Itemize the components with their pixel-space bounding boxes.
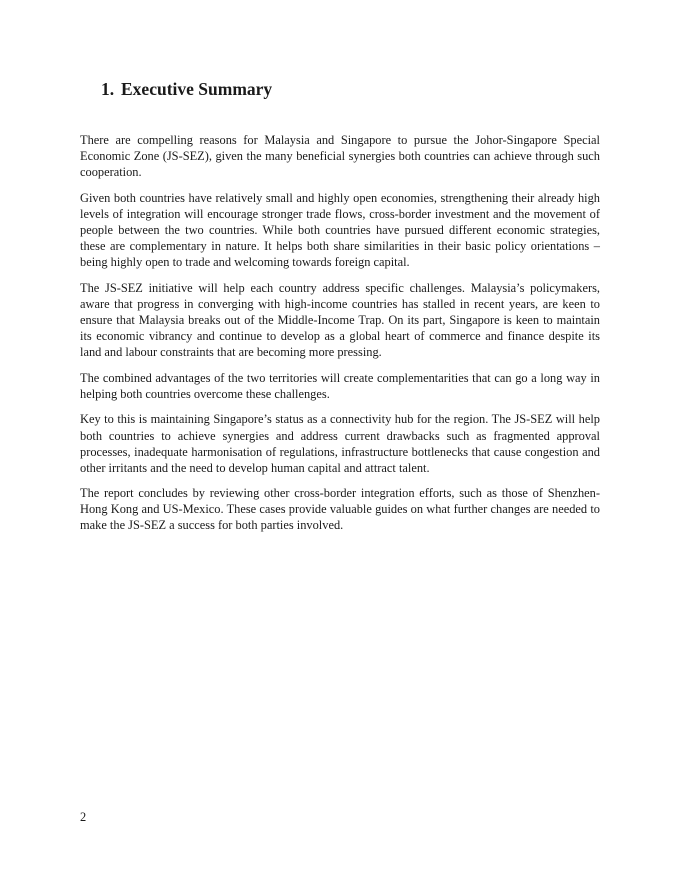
paragraph: Key to this is maintaining Singapore’s status as a connectivity hub for the region. The JS-SEZ will help both countries to achieve synergies and address current drawbacks such as fragmented approval processes, inadequate harmonisation of regulations, infrastructure bottlenecks that cause congestion and other irritants and the need to develop human capital and attract talent. — [80, 412, 600, 475]
paragraph: The combined advantages of the two territories will create complementarities that can go a long way in helping both countries overcome these challenges. — [80, 370, 600, 401]
page-number: 2 — [80, 810, 87, 824]
paragraph: There are compelling reasons for Malaysia and Singapore to pursue the Johor-Singapore Special Economic Zone (JS-SEZ), given the many beneficial synergies both countries can achieve through such cooperation. — [80, 133, 600, 180]
section-heading — [101, 78, 272, 100]
section-title: Executive Summary — [121, 79, 273, 99]
paragraph: The report concludes by reviewing other cross-border integration efforts, such as those of Shenzhen-Hong Kong and US-Mexico. These cases provide valuable guides on what further changes are needed to make the JS-SEZ a success for both parties involved. — [80, 486, 600, 533]
paragraph: The JS-SEZ initiative will help each country address specific challenges. Malaysia’s policymakers, aware that progress in converging with high-income countries has stalled in recent years, are keen to ensure that Malaysia breaks out of the Middle-Income Trap. On its part, Singapore is keen to maintain its economic vibrancy and continue to develop as a global heart of commerce and finance despite its land and labour constraints that are becoming more pressing. — [80, 280, 600, 360]
paragraph: Given both countries have relatively small and highly open economies, strengthening their already high levels of integration will encourage stronger trade flows, cross-border investment and the movement of people between the two countries. While both countries have pursued different economic strategies, these are complementary in nature. It helps both share similarities in their basic policy orientations – being highly open to trade and welcoming towards foreign capital. — [80, 190, 600, 270]
body-text — [80, 132, 600, 543]
section-number: 1. — [101, 79, 115, 99]
